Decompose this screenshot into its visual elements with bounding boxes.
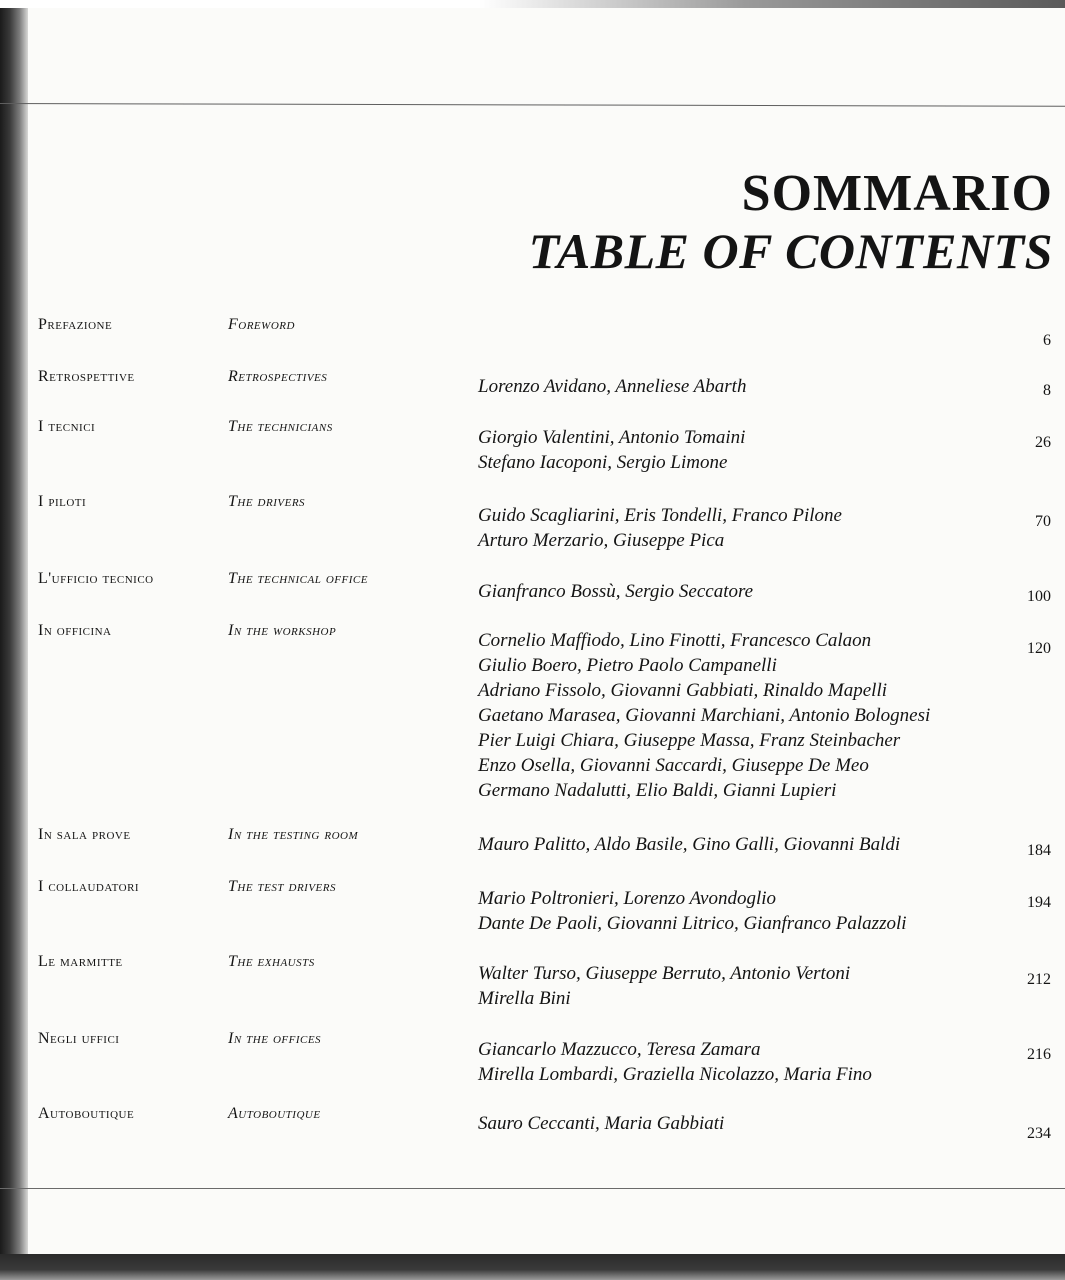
- section-title-italian: L'ufficio tecnico: [38, 570, 154, 587]
- section-title-english: The test drivers: [228, 878, 336, 895]
- section-title-english: The technical office: [228, 570, 368, 587]
- author-line: Sauro Ceccanti, Maria Gabbiati: [478, 1113, 725, 1134]
- page-number: 8: [1043, 382, 1051, 399]
- section-title-english: In the testing room: [228, 826, 359, 843]
- page-number: 216: [1027, 1046, 1051, 1063]
- section-title-english: The technicians: [228, 418, 333, 435]
- author-line: Mirella Bini: [478, 988, 571, 1009]
- section-title-italian: I collaudatori: [38, 878, 140, 895]
- author-list: [478, 886, 907, 936]
- section-title-italian: I piloti: [38, 493, 87, 510]
- author-line: Mauro Palitto, Aldo Basile, Gino Galli, Giovanni Baldi: [478, 834, 901, 855]
- author-list: [478, 961, 850, 1011]
- author-line: Giorgio Valentini, Antonio Tomaini: [478, 427, 746, 448]
- author-line: Giancarlo Mazzucco, Teresa Zamara: [478, 1039, 761, 1060]
- page-number: 120: [1027, 640, 1051, 657]
- bottom-rule: [0, 1188, 1065, 1189]
- section-title-italian: Negli uffici: [38, 1030, 120, 1047]
- page-number: 100: [1027, 588, 1051, 605]
- author-line: Walter Turso, Giuseppe Berruto, Antonio Vertoni: [478, 963, 851, 984]
- author-line: Adriano Fissolo, Giovanni Gabbiati, Rinaldo Mapelli: [478, 680, 888, 701]
- section-title-italian: Prefazione: [38, 316, 113, 333]
- page-title: SOMMARIO: [741, 165, 1053, 222]
- author-line: Dante De Paoli, Giovanni Litrico, Gianfranco Palazzoli: [478, 913, 907, 934]
- section-title-english: The drivers: [228, 493, 306, 510]
- bottom-page-edge: [0, 1254, 1065, 1280]
- author-line: Stefano Iacoponi, Sergio Limone: [478, 452, 728, 473]
- author-line: Mario Poltronieri, Lorenzo Avondoglio: [478, 888, 777, 909]
- author-line: Germano Nadalutti, Elio Baldi, Gianni Lupieri: [478, 780, 837, 801]
- author-line: Mirella Lombardi, Graziella Nicolazzo, Maria Fino: [478, 1064, 872, 1085]
- section-title-english: Autoboutique: [228, 1105, 321, 1122]
- page-number: 212: [1027, 971, 1051, 988]
- author-line: Gaetano Marasea, Giovanni Marchiani, Antonio Bolognesi: [478, 705, 931, 726]
- author-line: Enzo Osella, Giovanni Saccardi, Giuseppe De Meo: [478, 755, 869, 776]
- author-line: Arturo Merzario, Giuseppe Pica: [478, 530, 725, 551]
- page-number: 6: [1043, 332, 1051, 349]
- section-title-italian: In officina: [38, 622, 112, 639]
- section-title-english: The exhausts: [228, 953, 315, 970]
- author-list: [478, 628, 930, 803]
- author-line: Gianfranco Bossù, Sergio Seccatore: [478, 581, 754, 602]
- page-number: 26: [1035, 434, 1051, 451]
- author-line: Guido Scagliarini, Eris Tondelli, Franco Pilone: [478, 505, 842, 526]
- author-line: Giulio Boero, Pietro Paolo Campanelli: [478, 655, 777, 676]
- author-list: [478, 1037, 872, 1087]
- page-number: 70: [1035, 513, 1051, 530]
- author-list: [478, 425, 745, 475]
- section-title-italian: I tecnici: [38, 418, 96, 435]
- author-line: Pier Luigi Chiara, Giuseppe Massa, Franz Steinbacher: [478, 730, 901, 751]
- page-number: 184: [1027, 842, 1051, 859]
- author-list: [478, 503, 842, 553]
- section-title-english: In the offices: [228, 1030, 322, 1047]
- page-number: 194: [1027, 894, 1051, 911]
- author-line: Lorenzo Avidano, Anneliese Abarth: [478, 376, 747, 397]
- section-title-italian: Autoboutique: [38, 1105, 135, 1122]
- page-subtitle: TABLE OF CONTENTS: [528, 223, 1053, 279]
- author-list: [478, 579, 753, 604]
- section-title-italian: Le marmitte: [38, 953, 123, 970]
- section-title-english: In the workshop: [228, 622, 337, 639]
- section-title-english: Foreword: [228, 316, 295, 333]
- author-list: [478, 1111, 724, 1136]
- section-title-italian: Retrospettive: [38, 368, 135, 385]
- author-line: Cornelio Maffiodo, Lino Finotti, Francesco Calaon: [478, 630, 872, 651]
- page-number: 234: [1027, 1125, 1051, 1142]
- section-title-english: Retrospectives: [228, 368, 328, 385]
- section-title-italian: In sala prove: [38, 826, 131, 843]
- author-list: [478, 374, 746, 399]
- author-list: [478, 832, 900, 857]
